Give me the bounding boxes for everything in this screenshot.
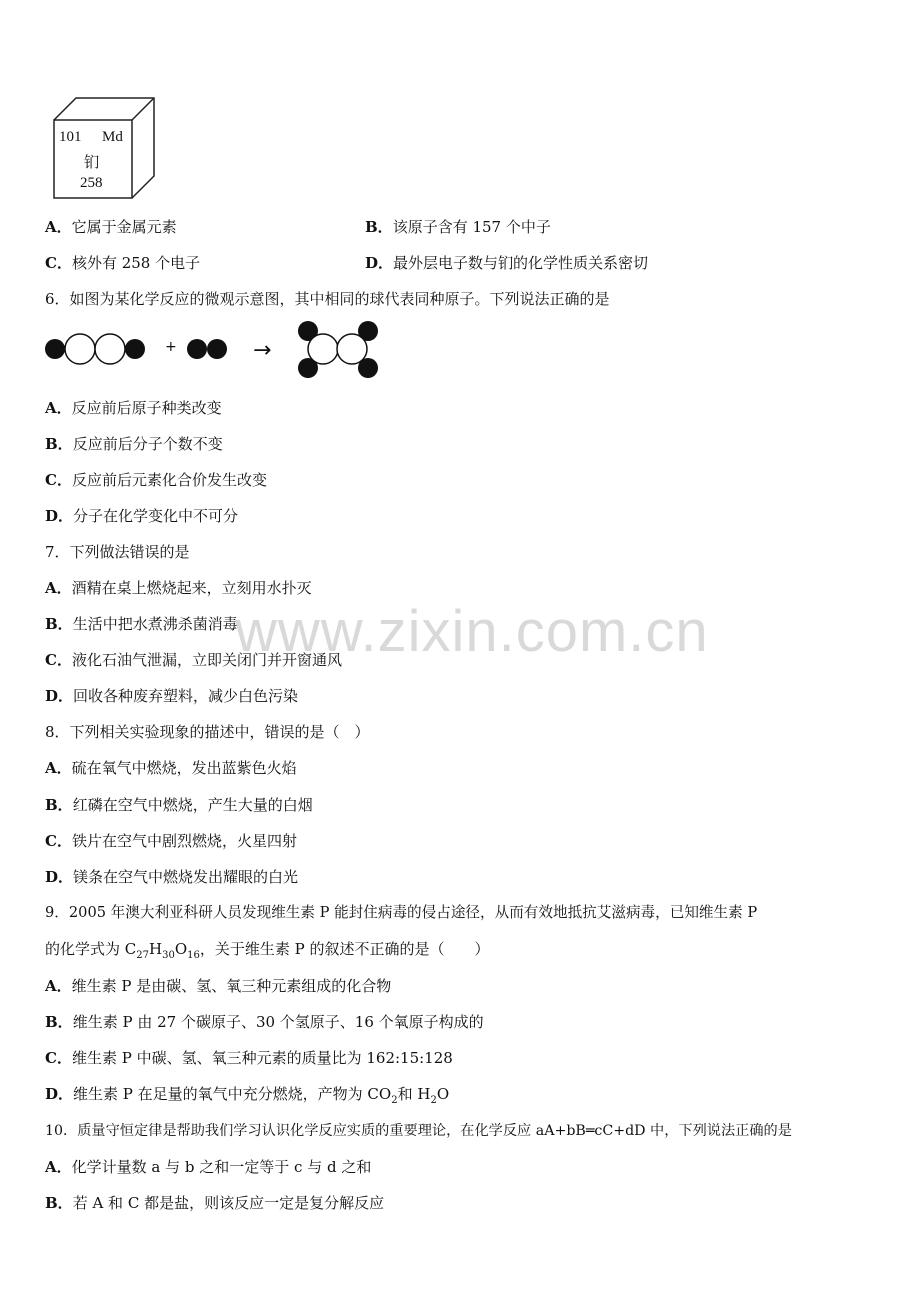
q6-option-c: C．反应前后元素化合价发生改变 — [45, 471, 267, 489]
q9-option-a: A．维生素 P 是由碳、氢、氧三种元素组成的化合物 — [45, 977, 392, 995]
element-mass: 258 — [80, 175, 103, 191]
q10-option-a: A．化学计量数 a 与 b 之和一定等于 c 与 d 之和 — [45, 1158, 372, 1176]
reaction-arrow: → — [253, 338, 272, 363]
q9-stem-line2: 的化学式为 $C_{27}H_{30}O_{16}$，关于维生素 P 的叙述不正确的是（ ） — [45, 940, 490, 961]
q6-stem: 6．如图为某化学反应的微观示意图，其中相同的球代表同种原子。下列说法正确的是 — [45, 290, 610, 308]
q9-stem-line1: 9．2005 年澳大利亚科研人员发现维生素 P 能封住病毒的侵占途径，从而有效地抵抗艾滋病毒，已知维生素 P — [45, 904, 758, 921]
q7-option-c: C．液化石油气泄漏，立即关闭门并开窗通风 — [45, 651, 342, 669]
q8-option-d: D．镁条在空气中燃烧发出耀眼的白光 — [45, 868, 299, 886]
q6-option-d: D．分子在化学变化中不可分 — [45, 507, 239, 525]
q10-stem: 10．质量守恒定律是帮助我们学习认识化学反应实质的重要理论，在化学反应 aA+bB═cC+dD 中，下列说法正确的是 — [45, 1123, 792, 1139]
atom-black — [45, 339, 65, 359]
element-card-box — [52, 96, 158, 202]
q8-option-b: B．红磷在空气中燃烧，产生大量的白烟 — [45, 796, 313, 814]
reaction-diagram — [40, 318, 390, 382]
q7-stem: 7．下列做法错误的是 — [45, 543, 190, 561]
atom-white — [308, 334, 338, 364]
q9-option-c: C．维生素 P 中碳、氢、氧三种元素的质量比为 162:15:128 — [45, 1049, 453, 1067]
q6-option-b: B．反应前后分子个数不变 — [45, 435, 223, 453]
plus-sign: + — [165, 339, 177, 355]
q7-option-b: B．生活中把水煮沸杀菌消毒 — [45, 615, 238, 633]
q8-option-a: A．硫在氧气中燃烧，发出蓝紫色火焰 — [45, 759, 297, 777]
atom-black — [187, 339, 207, 359]
q8-option-c: C．铁片在空气中剧烈燃烧，火星四射 — [45, 832, 297, 850]
element-name: 钔 — [84, 155, 100, 171]
q9-option-d: D．维生素 P 在足量的氧气中充分燃烧，产物为 $CO_2$和 $H_2O$ — [45, 1085, 450, 1106]
atom-white — [65, 334, 95, 364]
atom-black — [207, 339, 227, 359]
element-card-figure — [52, 96, 158, 206]
atom-white — [95, 334, 125, 364]
watermark: www.zixin.com.cn — [235, 599, 709, 664]
q5-option-c: C．核外有 258 个电子 — [45, 254, 201, 272]
atom-white — [337, 334, 367, 364]
element-symbol: Md — [102, 129, 123, 145]
q5-option-b: B．该原子含有 157 个中子 — [365, 218, 551, 236]
q5-option-d: D．最外层电子数与钔的化学性质关系密切 — [365, 254, 649, 272]
q7-option-a: A．酒精在桌上燃烧起来，立刻用水扑灭 — [45, 579, 312, 597]
q9-option-b: B．维生素 P 由 27 个碳原子、30 个氢原子、16 个氧原子构成的 — [45, 1013, 484, 1031]
q7-option-d: D．回收各种废弃塑料，减少白色污染 — [45, 687, 299, 705]
q5-option-a: A．它属于金属元素 — [45, 218, 177, 236]
q6-option-a: A．反应前后原子种类改变 — [45, 399, 222, 417]
atom-black — [125, 339, 145, 359]
element-number: 101 — [59, 129, 82, 145]
q10-option-b: B．若 A 和 C 都是盐，则该反应一定是复分解反应 — [45, 1194, 385, 1212]
q8-stem: 8．下列相关实验现象的描述中，错误的是（ ） — [45, 723, 370, 741]
